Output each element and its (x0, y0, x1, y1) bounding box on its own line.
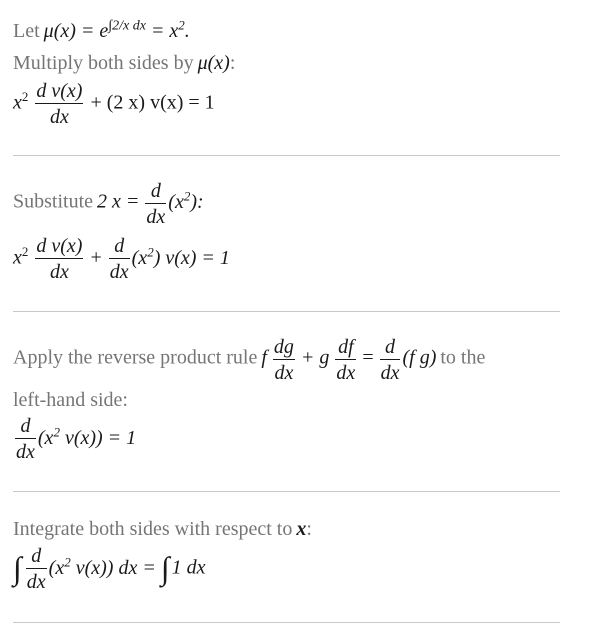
step-2-line-1 (13, 180, 204, 228)
step-1-line-1 (13, 17, 190, 43)
eq4-expr-sup: 2 (64, 553, 71, 569)
dvdx-numerator: d v(x) (36, 80, 83, 102)
rule-fraction-1-num: dg (273, 336, 294, 358)
eq4-rhs: 1 dx (171, 556, 206, 579)
eq4-expr (48, 553, 156, 579)
dvdx-fraction (35, 80, 83, 128)
eq4-expr-b: v(x)) dx = (70, 556, 156, 579)
eq1-rest: + (2 x) v(x) = 1 (90, 91, 215, 114)
eq2-fraction-1-den: dx (49, 261, 69, 283)
eq2-fraction-2-den: dx (109, 261, 129, 283)
multiply-text: Multiply both sides by (13, 52, 194, 74)
step-1-line-2 (13, 52, 235, 75)
step-3-line-2 (13, 389, 128, 412)
eq3-rest (37, 423, 137, 449)
substitute-fraction-den: dx (146, 206, 166, 228)
eq4-fraction (26, 545, 47, 593)
divider-3 (13, 491, 560, 492)
eq2-rest-sup: 2 (147, 243, 154, 259)
eq4-fraction-den: dx (26, 571, 46, 593)
eq2-rest-b: ) v(x) = 1 (153, 246, 230, 269)
step-3-equation (13, 415, 136, 463)
integrate-var: x (296, 518, 307, 540)
integral-sign-left: ∫ (13, 549, 22, 586)
to-the-text: to the (440, 346, 486, 369)
step-1-equation (13, 80, 215, 128)
mu-rhs-end: . (184, 20, 190, 42)
mu-exponent: ∫2/x dx (108, 18, 146, 34)
eq3-fraction-num: d (15, 415, 36, 439)
eq2-rest-a: (x (131, 246, 148, 269)
eq3-fraction (15, 415, 36, 463)
eq2-lhs: x (13, 246, 22, 269)
divider-2 (13, 311, 560, 312)
rule-fraction-2-den: dx (336, 362, 356, 384)
eq3-rest-sup: 2 (53, 423, 60, 439)
eq1-lhs: x (13, 91, 22, 114)
rule-fraction-3-den: dx (380, 362, 400, 384)
substitute-rhs-a: (x (168, 190, 184, 213)
eq2-fraction-2 (109, 235, 130, 283)
rule-fraction-1 (273, 336, 295, 384)
rule-equals: = (362, 346, 374, 369)
let-text: Let (13, 20, 40, 42)
step-4-equation (13, 545, 205, 593)
substitute-fraction (145, 180, 166, 228)
mu-inline: μ(x) (197, 52, 230, 74)
eq2-lhs-sup: 2 (21, 243, 29, 259)
substitute-rhs-end: ): (190, 190, 204, 213)
rule-f: f (261, 346, 267, 369)
mu-rhs-sup: 2 (178, 17, 185, 33)
eq4-fraction-num: d (26, 545, 47, 569)
step-2-equation (13, 235, 230, 283)
eq2-fraction-1-num: d v(x) (36, 235, 83, 257)
substitute-text: Substitute (13, 190, 94, 213)
divider-4 (13, 622, 560, 623)
eq4-expr-a: (x (48, 556, 65, 579)
rule-fraction-3-num: d (380, 336, 401, 360)
integrate-text: Integrate both sides with respect to (13, 518, 293, 540)
multiply-colon: : (229, 52, 236, 74)
mu-rhs: = x (150, 20, 179, 42)
rule-plus-g: + g (300, 346, 330, 369)
substitute-lhs: 2 x = (97, 190, 140, 213)
mu-definition (43, 17, 190, 42)
mu-lhs: μ(x) = e (43, 20, 109, 42)
integral-sign-right: ∫ (160, 549, 170, 586)
reverse-product-text: Apply the reverse product rule (13, 346, 258, 369)
rule-fraction-2 (335, 336, 356, 384)
divider-1 (13, 155, 560, 156)
rule-fg: (f g) (402, 346, 437, 369)
substitute-rhs-sup: 2 (183, 188, 191, 204)
substitute-fraction-num: d (145, 180, 166, 204)
integrate-colon: : (306, 518, 312, 540)
substitute-rhs (168, 188, 204, 213)
eq2-plus: + (90, 246, 102, 269)
dvdx-denominator: dx (49, 106, 69, 128)
rule-fraction-2-num: df (335, 336, 356, 360)
eq3-rest-b: v(x)) = 1 (59, 426, 137, 449)
left-hand-side-text: left-hand side: (13, 389, 128, 411)
rule-fraction-3 (380, 336, 401, 384)
eq1-lhs-sup: 2 (21, 88, 29, 104)
eq2-fraction-1 (35, 235, 83, 283)
eq2-fraction-2-num: d (109, 235, 130, 259)
eq2-rest (131, 243, 230, 269)
step-4-line-1 (13, 518, 312, 541)
step-3-line-1 (13, 336, 485, 384)
eq3-rest-a: (x (37, 426, 54, 449)
rule-fraction-1-den: dx (274, 362, 294, 384)
eq3-fraction-den: dx (16, 441, 35, 463)
